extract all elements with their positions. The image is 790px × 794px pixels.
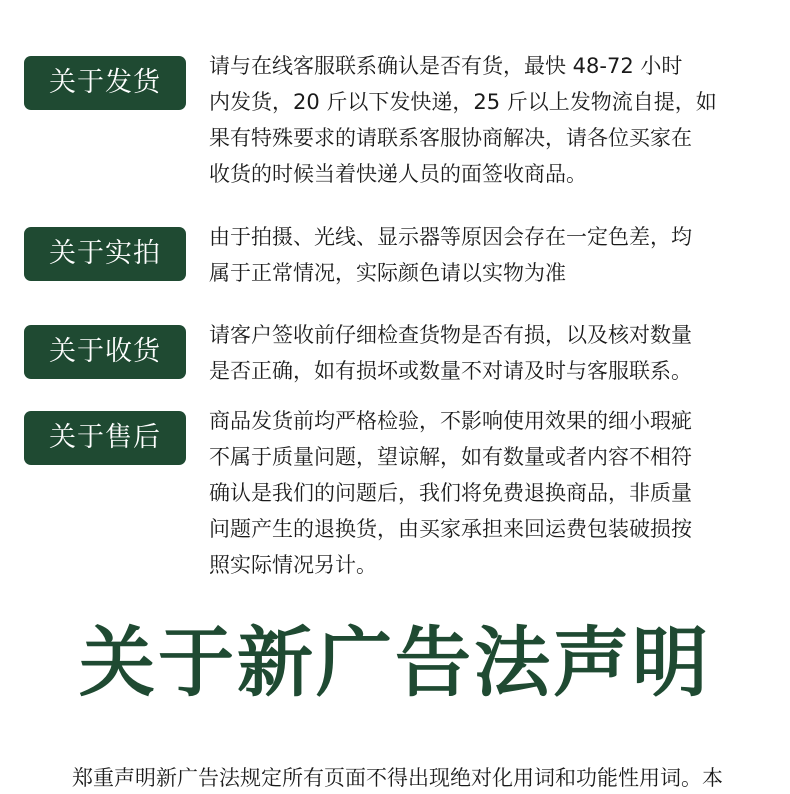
receiving-line-1: 请客户签收前仔细检查货物是否有损，以及核对数量 [209,323,692,347]
badge-shipping: 关于发货 [24,56,186,110]
photos-line-2: 属于正常情况，实际颜色请以实物为准 [209,261,566,285]
shipping-line-2: 内发货，20 斤以下发快递，25 斤以上发物流自提，如 [209,90,717,114]
badge-photos: 关于实拍 [24,227,186,281]
photos-line-1: 由于拍摄、光线、显示器等原因会存在一定色差，均 [209,225,692,249]
badge-receiving: 关于收货 [24,325,186,379]
after-sales-text [209,403,769,583]
after-sales-line-2: 不属于质量问题，望谅解，如有数量或者内容不相符 [209,445,692,469]
shipping-line-4: 收货的时候当着快递人员的面签收商品。 [209,162,587,186]
after-sales-line-1: 商品发货前均严格检验，不影响使用效果的细小瑕疵 [209,409,692,433]
photos-text [209,219,769,291]
badge-after-sales: 关于售后 [24,411,186,465]
shipping-line-3: 果有特殊要求的请联系客服协商解决，请各位买家在 [209,126,692,150]
shipping-line-1: 请与在线客服联系确认是否有货，最快 48-72 小时 [209,54,683,78]
receiving-line-2: 是否正确，如有损坏或数量不对请及时与客服联系。 [209,359,692,383]
receiving-text [209,317,769,389]
ad-law-heading: 关于新广告法声明 [79,618,711,707]
after-sales-line-5: 照实际情况另计。 [209,553,377,577]
ad-law-statement: 郑重声明新广告法规定所有页面不得出现绝对化用词和功能性用词。本 [72,766,723,790]
shipping-text [209,48,769,192]
after-sales-line-3: 确认是我们的问题后，我们将免费退换商品，非质量 [209,481,692,505]
after-sales-line-4: 问题产生的退换货，由买家承担来回运费包装破损按 [209,517,692,541]
